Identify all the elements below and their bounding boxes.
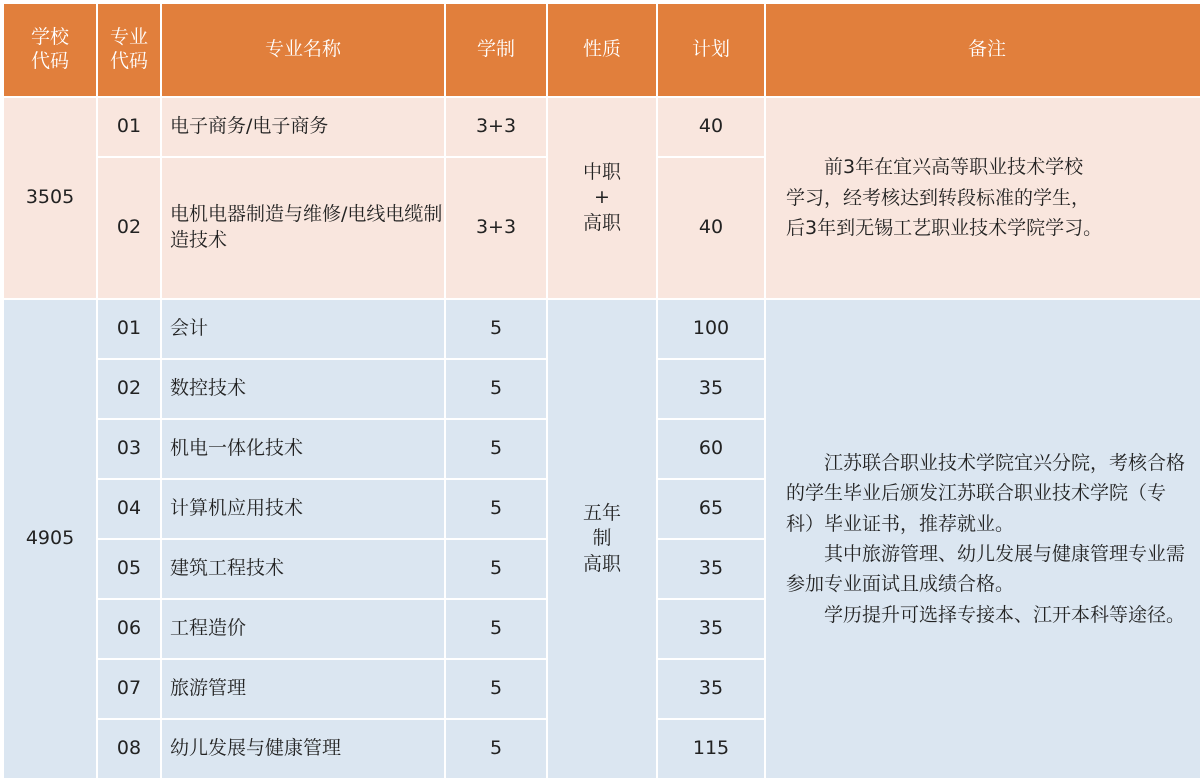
length-cell: 5 bbox=[446, 360, 546, 418]
major-name-cell: 电机电器制造与维修/电线电缆制造技术 bbox=[162, 158, 444, 298]
length-cell: 5 bbox=[446, 600, 546, 658]
header-major-name: 专业名称 bbox=[162, 4, 444, 96]
major-code-cell: 07 bbox=[98, 660, 160, 718]
length-cell: 3+3 bbox=[446, 158, 546, 298]
plan-cell: 65 bbox=[658, 480, 764, 538]
major-code-cell: 01 bbox=[98, 98, 160, 156]
enrollment-table bbox=[4, 4, 1196, 760]
plan-cell: 115 bbox=[658, 720, 764, 778]
remark-paragraph: 学历提升可选择专接本、江开本科等途径。 bbox=[824, 603, 1186, 626]
remark-line: 学习，经考核达到转段标准的学生， bbox=[786, 186, 1091, 209]
major-code-cell: 02 bbox=[98, 158, 160, 298]
major-name-cell: 计算机应用技术 bbox=[162, 480, 444, 538]
remark-line: 前3年在宜兴高等职业技术学校 bbox=[824, 156, 1084, 179]
school-code-cell: 3505 bbox=[4, 98, 96, 298]
header-major-code-text: 专业 代码 bbox=[109, 26, 148, 72]
remark-cell bbox=[766, 98, 1200, 298]
plan-cell: 35 bbox=[658, 540, 764, 598]
major-code-cell: 02 bbox=[98, 360, 160, 418]
major-code-cell: 06 bbox=[98, 600, 160, 658]
remark-cell bbox=[766, 300, 1200, 778]
nature-line: 五年 bbox=[582, 501, 621, 524]
major-name-cell: 旅游管理 bbox=[162, 660, 444, 718]
header-school-code bbox=[4, 4, 96, 96]
length-cell: 3+3 bbox=[446, 98, 546, 156]
length-cell: 5 bbox=[446, 540, 546, 598]
plan-cell: 40 bbox=[658, 158, 764, 298]
length-cell: 5 bbox=[446, 720, 546, 778]
major-code-cell: 05 bbox=[98, 540, 160, 598]
remark-paragraph: 其中旅游管理、幼儿发展与健康管理专业需参加专业面试且成绩合格。 bbox=[786, 543, 1186, 596]
nature-line: 制 bbox=[592, 527, 612, 550]
major-name-cell: 建筑工程技术 bbox=[162, 540, 444, 598]
plan-cell: 40 bbox=[658, 98, 764, 156]
header-school-code-text: 学校 代码 bbox=[30, 26, 69, 72]
major-code-cell: 08 bbox=[98, 720, 160, 778]
remark-line: 后3年到无锡工艺职业技术学院学习。 bbox=[786, 217, 1103, 240]
major-name-cell: 电子商务/电子商务 bbox=[162, 98, 444, 156]
major-name-cell: 幼儿发展与健康管理 bbox=[162, 720, 444, 778]
nature-line: 高职 bbox=[582, 211, 621, 234]
plan-cell: 100 bbox=[658, 300, 764, 358]
major-name-cell: 工程造价 bbox=[162, 600, 444, 658]
major-code-cell: 03 bbox=[98, 420, 160, 478]
major-name-cell: 数控技术 bbox=[162, 360, 444, 418]
nature-line: 中职 bbox=[582, 160, 621, 183]
nature-cell bbox=[548, 300, 656, 778]
school-code-cell: 4905 bbox=[4, 300, 96, 778]
major-name-cell: 机电一体化技术 bbox=[162, 420, 444, 478]
major-code-cell: 01 bbox=[98, 300, 160, 358]
remark-paragraph: 江苏联合职业技术学院宜兴分院，考核合格的学生毕业后颁发江苏联合职业技术学院（专科）毕业证书，推荐就业。 bbox=[786, 451, 1186, 535]
nature-line: 高职 bbox=[582, 552, 621, 575]
length-cell: 5 bbox=[446, 660, 546, 718]
header-plan: 计划 bbox=[658, 4, 764, 96]
length-cell: 5 bbox=[446, 300, 546, 358]
plan-cell: 35 bbox=[658, 660, 764, 718]
nature-cell bbox=[548, 98, 656, 298]
plan-cell: 35 bbox=[658, 360, 764, 418]
length-cell: 5 bbox=[446, 420, 546, 478]
header-nature: 性质 bbox=[548, 4, 656, 96]
nature-line: + bbox=[594, 186, 610, 209]
length-cell: 5 bbox=[446, 480, 546, 538]
header-remark: 备注 bbox=[766, 4, 1200, 96]
plan-cell: 60 bbox=[658, 420, 764, 478]
header-major-code bbox=[98, 4, 160, 96]
major-code-cell: 04 bbox=[98, 480, 160, 538]
major-name-cell: 会计 bbox=[162, 300, 444, 358]
header-length: 学制 bbox=[446, 4, 546, 96]
plan-cell: 35 bbox=[658, 600, 764, 658]
